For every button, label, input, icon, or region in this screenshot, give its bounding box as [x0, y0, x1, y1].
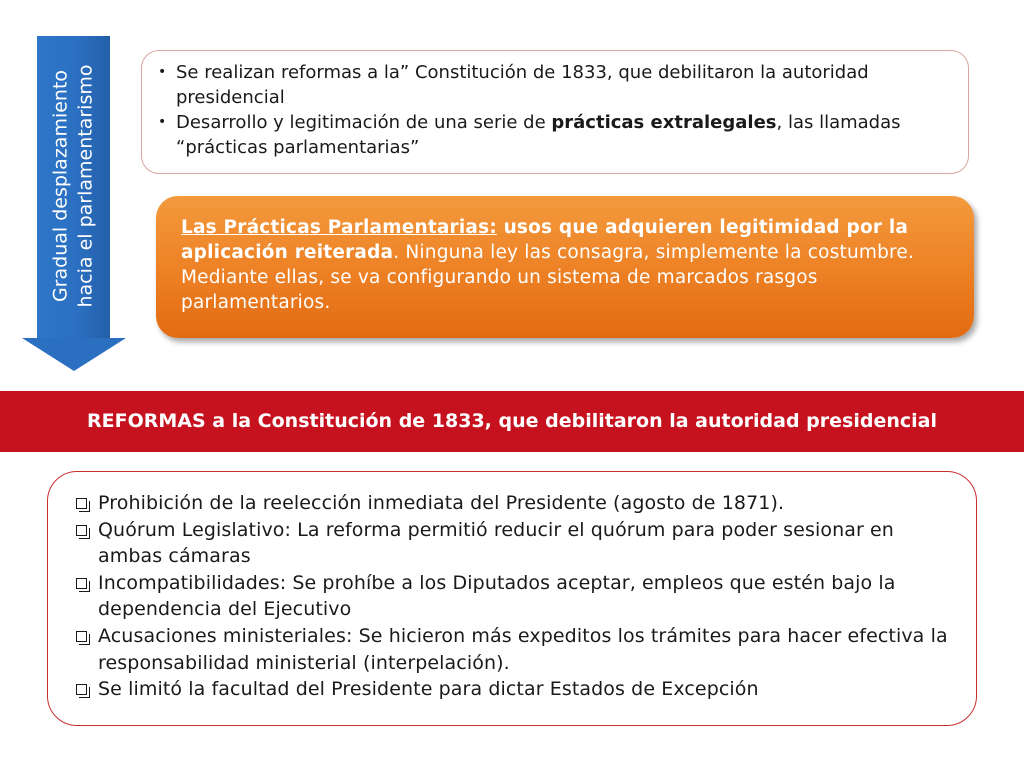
list-item-text: , las llamadas “prácticas parlamentarias”	[176, 112, 901, 158]
definition-emphasis: usos que adquieren legitimidad por la aplicación reiterada	[181, 217, 909, 263]
list-item-emphasis: prácticas extralegales	[551, 112, 777, 133]
bullet-icon: •	[158, 114, 167, 130]
list-item	[76, 490, 952, 517]
checkbox-bullet-icon	[76, 684, 87, 695]
list-item	[76, 676, 952, 703]
arrow-label-line1: Gradual desplazamiento	[49, 69, 72, 303]
list-item-text: Acusaciones ministeriales: Se hicieron más expeditos los trámites para hacer efectiva la responsabilidad ministerial (interpelación).	[98, 624, 948, 674]
arrow-label-line2: hacia el parlamentarismo	[74, 64, 97, 308]
reforms-list	[76, 490, 952, 703]
reforms-list-box	[47, 471, 977, 726]
list-item	[154, 110, 952, 160]
section-heading: REFORMAS a la Constitución de 1833, que debilitaron la autoridad presidencial	[87, 410, 937, 432]
arrow-down-icon	[22, 338, 126, 371]
checkbox-bullet-icon	[76, 578, 87, 589]
definition-term: Las Prácticas Parlamentarias:	[181, 217, 497, 238]
list-item-text: Se limitó la facultad del Presidente para dictar Estados de Excepción	[98, 678, 759, 701]
reform-summary-box	[141, 50, 969, 174]
arrow-label	[39, 36, 108, 336]
list-item-text: Quórum Legislativo: La reforma permitió reducir el quórum para poder sesionar en ambas cámaras	[98, 518, 894, 568]
checkbox-bullet-icon	[76, 498, 87, 509]
checkbox-bullet-icon	[76, 525, 87, 536]
list-item-text: Incompatibilidades: Se prohíbe a los Diputados aceptar, empleos que estén bajo la dependencia del Ejecutivo	[98, 571, 896, 621]
list-item	[76, 623, 952, 676]
definition-callout	[156, 196, 974, 338]
section-heading-band	[0, 391, 1024, 452]
list-item-text: Se realizan reformas a la” Constitución de 1833, que debilitaron la autoridad presidencial	[176, 62, 869, 108]
checkbox-bullet-icon	[76, 631, 87, 642]
definition-text: . Ninguna ley las consagra, simplemente la costumbre. Mediante ellas, se va configurando un sistema de marcados rasgos parlamentarios.	[181, 242, 915, 313]
list-item-text: Prohibición de la reelección inmediata del Presidente (agosto de 1871).	[98, 492, 785, 514]
list-item	[76, 517, 952, 570]
list-item	[154, 60, 952, 110]
reform-summary-list	[154, 60, 952, 160]
bullet-icon: •	[158, 64, 167, 80]
list-item	[76, 570, 952, 623]
list-item-text: Desarrollo y legitimación de una serie de	[176, 112, 552, 133]
